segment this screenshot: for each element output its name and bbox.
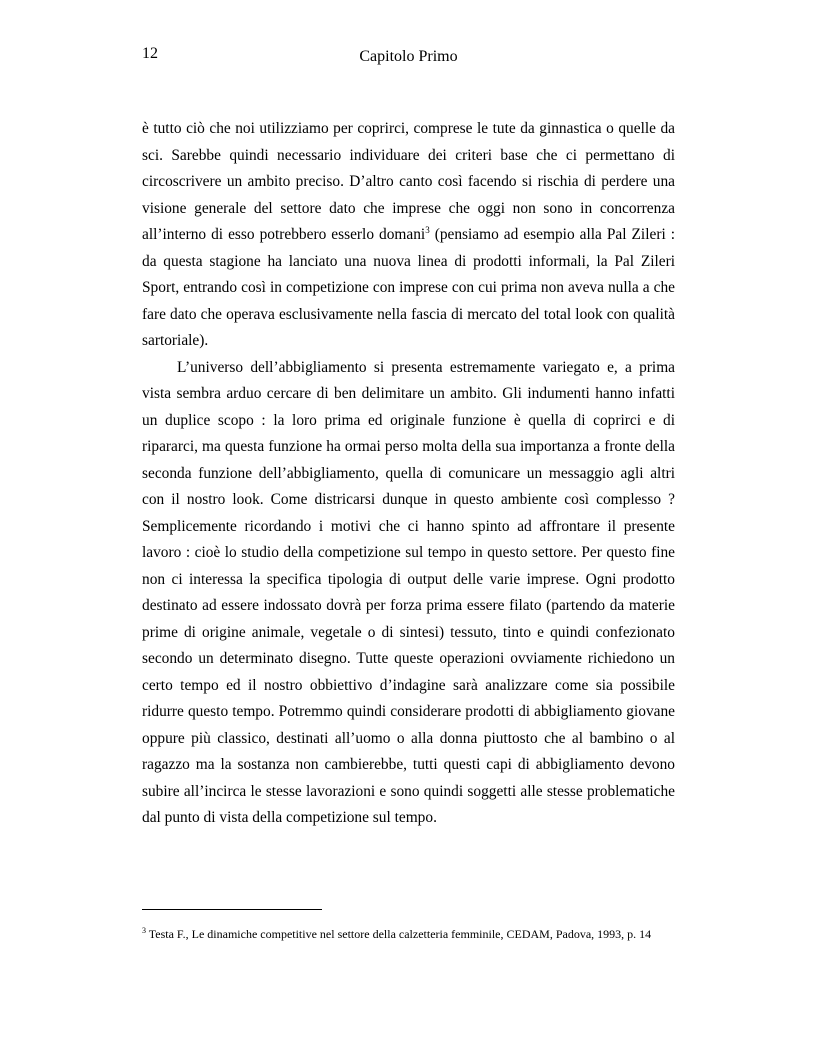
page-number: 12 — [142, 45, 158, 62]
paragraph-1-text-a: è tutto ciò che noi utilizziamo per coprirci, comprese le tute da ginnastica o quelle da sci. Sarebbe quindi necessario individuare dei criteri base che ci permettano di circoscrivere un ambito preciso. D’altro canto così facendo si rischia di perdere una visione generale del settore dato che imprese che oggi non sono in concorrenza all’interno di esso potrebbero esserlo domani — [142, 120, 675, 243]
footnote-text: Testa F., Le dinamiche competitive nel settore della calzetteria femminile, CEDAM, Padova, 1993, p. 14 — [146, 927, 652, 941]
body-text — [142, 116, 675, 832]
paragraph-2: L’universo dell’abbigliamento si presenta estremamente variegato e, a prima vista sembra arduo cercare di ben delimitare un ambito. Gli indumenti hanno infatti un duplice scopo : la loro prima ed originale funzione è quella di coprirci e di ripararci, ma questa funzione ha ormai perso molta della sua importanza a fronte della seconda funzione dell’abbigliamento, quella di comunicare un messaggio agli altri con il nostro look. Come districarsi dunque in questo ambiente così complesso ? Semplicemente ricordando i motivi che ci hanno spinto ad affrontare il presente lavoro : cioè lo studio della competizione sul tempo in questo settore. Per questo fine non ci interessa la specifica tipologia di output delle varie imprese. Ogni prodotto destinato ad essere indossato dovrà per forza prima essere filato (partendo da materie prime di origine animale, vegetale o di sintesi) tessuto, tinto e quindi confezionato secondo un determinato disegno. Tutte queste operazioni ovviamente richiedono un certo tempo ed il nostro obbiettivo d’indagine sarà analizzare come sia possibile ridurre questo tempo. Potremmo quindi considerare prodotti di abbigliamento giovane oppure più classico, destinati all’uomo o alla donna piuttosto che al bambino o al ragazzo ma la sostanza non cambierebbe, tutti questi capi di abbigliamento devono subire all’incirca le stesse lavorazioni e sono quindi soggetti alle stesse problematiche dal punto di vista della competizione sul tempo. — [142, 358, 675, 826]
paragraph-1 — [142, 116, 675, 355]
footnote-divider — [142, 909, 322, 910]
footnote — [142, 926, 682, 942]
footnote-marker: 3 — [142, 926, 146, 935]
chapter-header: Capitolo Primo — [359, 48, 458, 65]
paragraph-1-text-b: (pensiamo ad esempio alla Pal Zileri : da questa stagione ha lanciato una nuova linea di prodotti informali, la Pal Zileri Sport, entrando così in competizione con imprese con cui prima non aveva nulla a che fare dato che operava esclusivamente nella fascia di mercato del total look con qualità sartoriale). — [142, 226, 676, 349]
footnote-reference: 3 — [425, 224, 430, 235]
